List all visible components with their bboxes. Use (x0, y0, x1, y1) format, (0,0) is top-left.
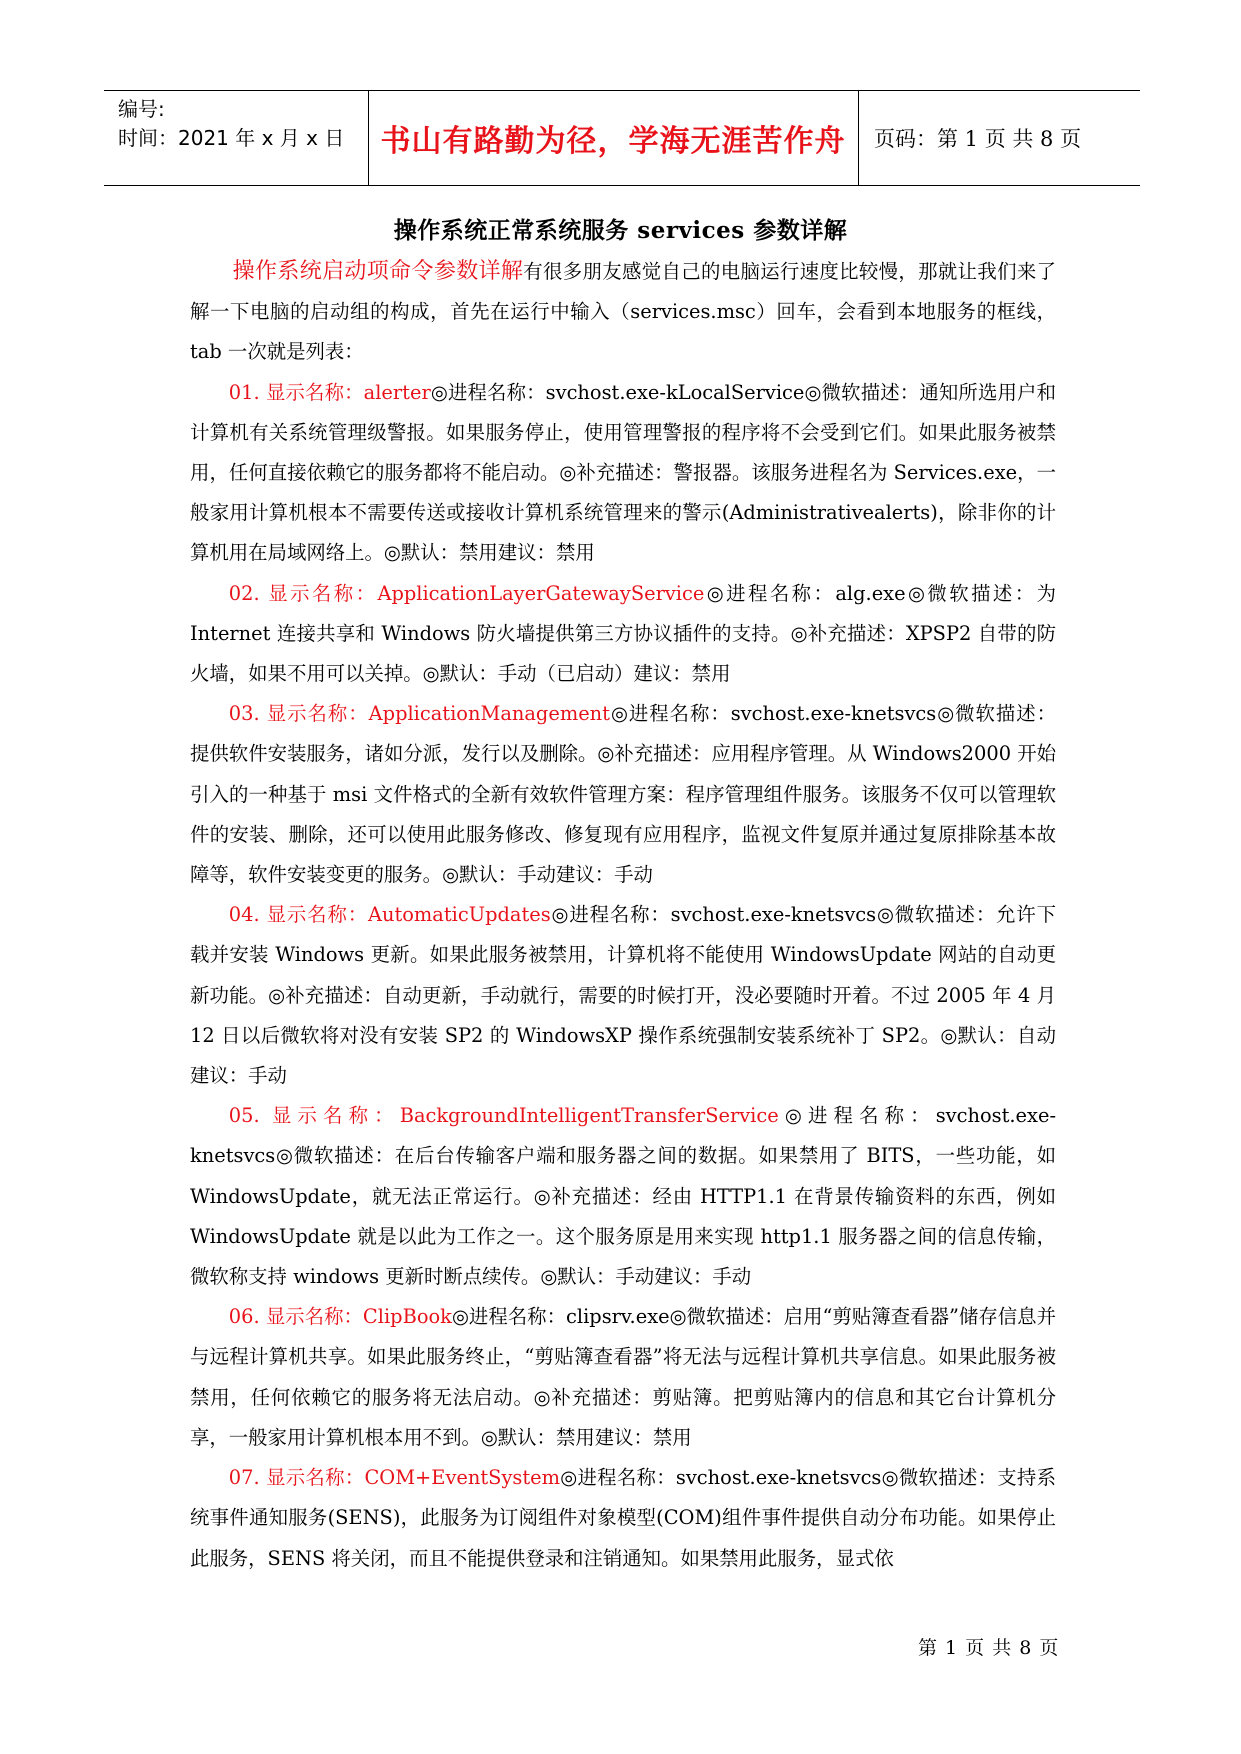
header-table (104, 90, 1140, 186)
header-page-info: 页码：第 1 页 共 8 页 (874, 127, 1082, 151)
header-meta (118, 95, 344, 153)
service-description: ◎进程名称：svchost.exe-knetsvcs◎微软描述：在后台传输客户端和服务器之间的数据。如果禁用了 BITS，一些功能，如 WindowsUpdate，就无法正常运行。◎补充描述：经由 HTTP1.1 在背景传输资料的东西，例如 WindowsUpdate 就是以此为工作之一。这个服务原是用来实现 http1.1 服务器之间的信息传输，微软称支持 windows 更新时断点续传。◎默认：手动建议：手动 (190, 1104, 1056, 1289)
service-entry (190, 574, 1056, 695)
intro-lead-link: 操作系统启动项命令参数详解 (232, 259, 524, 284)
document-number-label: 编号: (118, 97, 165, 121)
service-name: 04. 显示名称：AutomaticUpdates (228, 903, 551, 927)
service-description: ◎进程名称：svchost.exe-knetsvcs◎微软描述：提供软件安装服务，诸如分派，发行以及删除。◎补充描述：应用程序管理。从 Windows2000 开始引入的一种基于 msi 文件格式的全新有效软件管理方案：程序管理组件服务。该服务不仅可以管理软件的安装、删除，还可以使用此服务修改、修复现有应用程序，监视文件复原并通过复原排除基本故障等，软件安装变更的服务。◎默认：手动建议：手动 (190, 702, 1056, 887)
service-description: ◎进程名称：alg.exe◎微软描述：为 Internet 连接共享和 Windows 防火墙提供第三方协议插件的支持。◎补充描述：XPSP2 自带的防火墙，如果不用可以关掉。◎默认：手动（已启动）建议：禁用 (190, 581, 1056, 686)
service-description: ◎进程名称：svchost.exe-knetsvcs◎微软描述：支持系统事件通知服务(SENS)，此服务为订阅组件对象模型(COM)组件事件提供自动分布功能。如果停止此服务，SENS 将关闭，而且不能提供登录和注销通知。如果禁用此服务，显式依 (190, 1466, 1056, 1570)
service-entry (190, 1297, 1056, 1458)
document-time: 时间：2021 年 x 月 x 日 (118, 126, 345, 150)
document-body (190, 252, 1056, 1579)
service-description: ◎进程名称：clipsrv.exe◎微软描述：启用“剪贴簿查看器”储存信息并与远程计算机共享。如果此服务终止，“剪贴簿查看器”将无法与远程计算机共享信息。如果此服务被禁用，任何依赖它的服务将无法启动。◎补充描述：剪贴簿。把剪贴簿内的信息和其它台计算机分享，一般家用计算机根本用不到。◎默认：禁用建议：禁用 (190, 1305, 1056, 1449)
intro-text: 有很多朋友感觉自己的电脑运行速度比较慢，那就让我们来了解一下电脑的启动组的构成，首先在运行中输入（services.msc）回车，会看到本地服务的框线，tab 一次就是列表： (190, 260, 1056, 364)
service-entry (190, 1096, 1056, 1297)
service-name: 01. 显示名称：alerter (228, 380, 431, 404)
service-name: 05. 显示名称：BackgroundIntelligentTransferService (228, 1104, 779, 1128)
service-name: 06. 显示名称：ClipBook (228, 1305, 452, 1329)
service-entry (190, 1458, 1056, 1579)
document-title: 操作系统正常系统服务 services 参数详解 (393, 217, 848, 244)
service-name: 03. 显示名称：ApplicationManagement (228, 702, 610, 726)
header-motto: 书山有路勤为径，学海无涯苦作舟 (380, 124, 846, 159)
service-entry (190, 373, 1056, 574)
service-name: 02. 显示名称：ApplicationLayerGatewayService (228, 581, 705, 605)
service-entry (190, 694, 1056, 895)
service-description: ◎进程名称：svchost.exe-kLocalService◎微软描述：通知所选用户和计算机有关系统管理级警报。如果服务停止，使用管理警报的程序将不会受到它们。如果此服务被禁用，任何直接依赖它的服务都将不能启动。◎补充描述：警报器。该服务进程名为 Services.exe，一般家用计算机根本不需要传送或接收计算机系统管理来的警示(Administrativealerts)，除非你的计算机用在局域网络上。◎默认：禁用建议：禁用 (190, 380, 1056, 565)
service-description: ◎进程名称：svchost.exe-knetsvcs◎微软描述：允许下载并安装 Windows 更新。如果此服务被禁用，计算机将不能使用 WindowsUpdate 网站的自动更新功能。◎补充描述：自动更新，手动就行，需要的时候打开，没必要随时开着。不过 2005 年 4 月 12 日以后微软将对没有安装 SP2 的 WindowsXP 操作系统强制安装系统补丁 SP2。◎默认：自动建议：手动 (190, 903, 1056, 1088)
service-entry (190, 895, 1056, 1096)
intro-paragraph (190, 252, 1056, 373)
page-footer: 第 1 页 共 8 页 (918, 1637, 1060, 1659)
service-name: 07. 显示名称：COM+EventSystem (228, 1466, 561, 1490)
header-divider (858, 91, 859, 185)
